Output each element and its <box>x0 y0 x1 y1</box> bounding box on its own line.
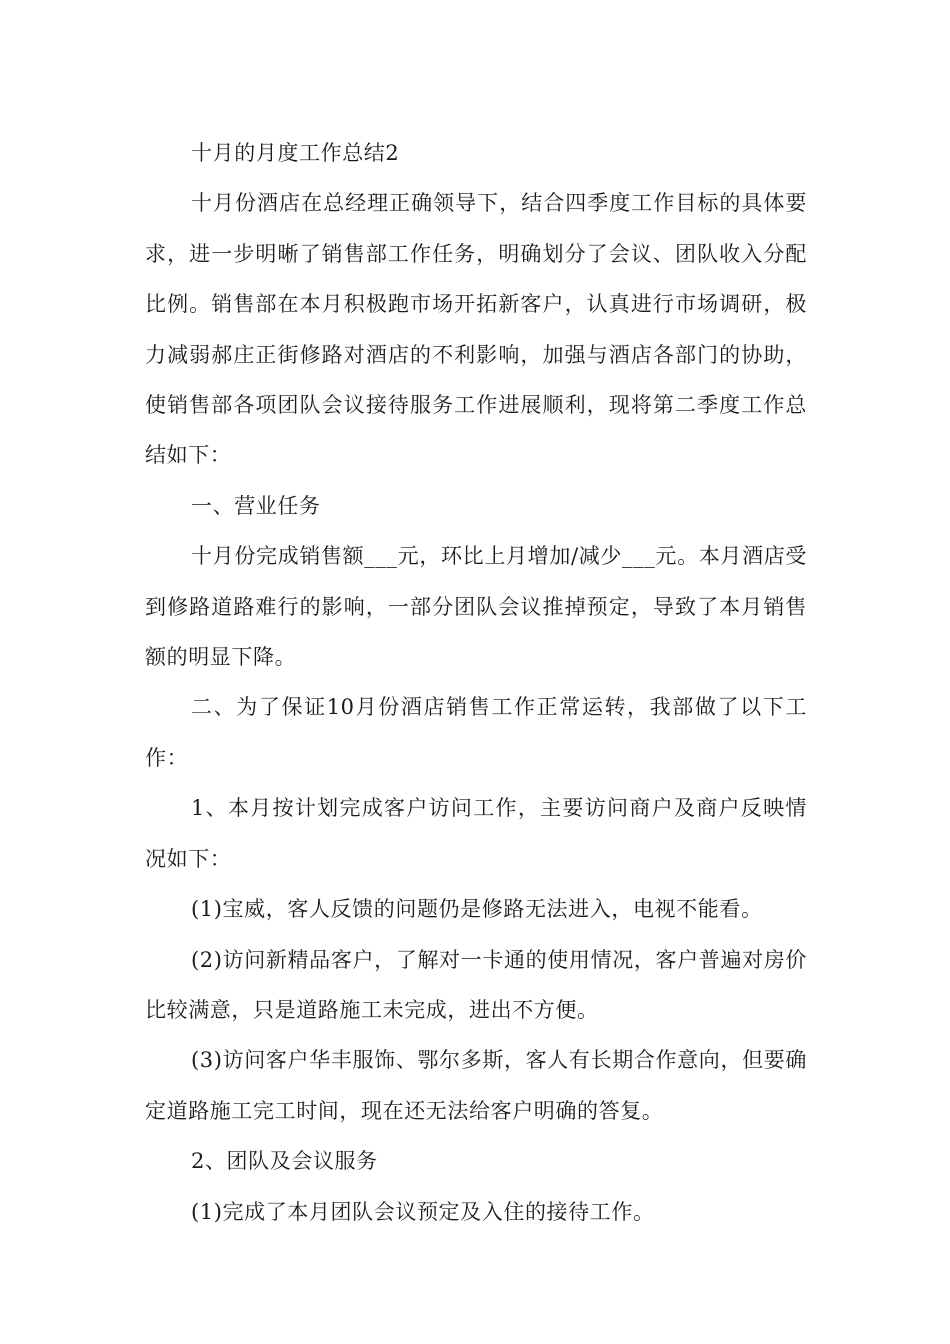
client-visit-item-1: (1)宝威，客人反馈的问题仍是修路无法进入，电视不能看。 <box>191 897 763 922</box>
section-heading-sales-task: 一、营业任务 <box>191 493 321 518</box>
client-visit-heading: 1、本月按计划完成客户访问工作，主要访问商户及商户反映情况如下： <box>145 796 807 871</box>
client-visit-item-3: (3)访问客户华丰服饰、鄂尔多斯，客人有长期合作意向，但要确定道路施工完工时间，现在还无法给客户明确的答复。 <box>145 1048 807 1123</box>
document-body <box>145 128 807 1237</box>
client-visit-item-2: (2)访问新精品客户，了解对一卡通的使用情况，客户普遍对房价比较满意，只是道路施工未完成，进出不方便。 <box>145 947 807 1022</box>
intro-paragraph: 十月份酒店在总经理正确领导下，结合四季度工作目标的具体要求，进一步明晰了销售部工作任务，明确划分了会议、团队收入分配比例。销售部在本月积极跑市场开拓新客户，认真进行市场调研，极力减弱郝庄正街修路对酒店的不利影响，加强与酒店各部门的协助，使销售部各项团队会议接待服务工作进展顺利，现将第二季度工作总结如下： <box>145 191 807 468</box>
team-meeting-item-1: (1)完成了本月团队会议预定及入住的接待工作。 <box>191 1199 655 1224</box>
document-title: 十月的月度工作总结2 <box>191 141 400 165</box>
section-heading-work-done: 二、为了保证10月份酒店销售工作正常运转，我部做了以下工作： <box>145 695 807 770</box>
sales-task-paragraph: 十月份完成销售额___元，环比上月增加/减少___元。本月酒店受到修路道路难行的影响，一部分团队会议推掉预定，导致了本月销售额的明显下降。 <box>145 544 807 670</box>
team-meeting-heading: 2、团队及会议服务 <box>191 1149 378 1174</box>
